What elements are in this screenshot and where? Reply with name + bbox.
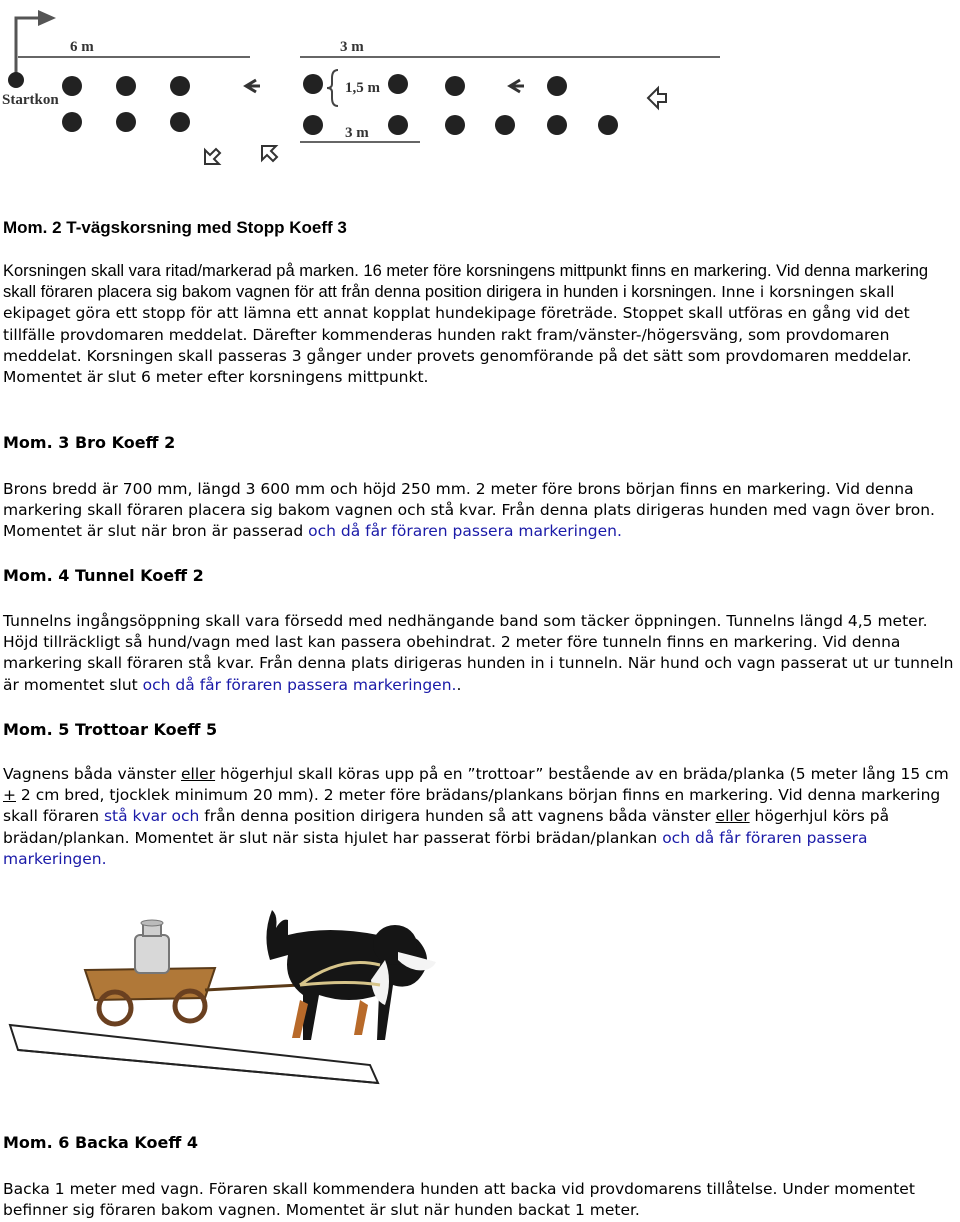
- mom5-text-e: högerhjul körs på brädan/plankan. Momentet är slut när sista hjulet har passerat förbi brädan/plankan: [3, 807, 890, 847]
- cart: [85, 968, 300, 1024]
- start-cone: [8, 72, 24, 88]
- mom4-highlight: och då får föraren passera markeringen.: [142, 675, 457, 694]
- label-3m-top: 3 m: [340, 39, 364, 55]
- mom5-highlight-1: stå kvar och: [103, 807, 200, 826]
- plank: [10, 1025, 378, 1083]
- label-1-5m: 1,5 m: [345, 80, 380, 96]
- mom2-text-1: Korsningen skall vara ritad/markerad på marken. 16 meter före korsningens mittpunkt finns en markering. Vid denna markering skall föraren placera sig bakom vagnen för att från denna position dirigera in hunden i korsningen.: [3, 262, 929, 302]
- mom5-text-c: 2 cm bred, tjocklek minimum 20 mm). 2 meter före brädans/plankans början finns en markering. Vid denna markering skall föraren: [3, 786, 941, 826]
- course-diagram: [0, 0, 720, 190]
- dog-icon: [266, 910, 436, 1040]
- mom5-eller-1: eller: [181, 765, 216, 783]
- mom2-text-2: Inne i korsningen skall ekipaget göra ett stopp för att lämna ett annat kopplat hundekipage företräde. Stoppet skall utföras en gång vid det tillfälle provdomaren meddelat. Därefter kommenderas hunden rakt fram/vänster-/högersväng, som provdomaren meddelat. Korsningen skall passeras 3 gånger under provets genomförande på det sätt som provdomaren meddelar. Momentet är slut 6 meter efter korsningens mittpunkt.: [3, 283, 912, 387]
- mom5-text-a: Vagnens båda vänster: [3, 765, 182, 783]
- label-3m-bottom: 3 m: [345, 125, 369, 141]
- label-6m: 6 m: [70, 39, 94, 55]
- mom2-heading: Mom. 2 T-vägskorsning med Stopp Koeff 3: [3, 218, 347, 237]
- mom3-heading: Mom. 3 Bro Koeff 2: [3, 433, 176, 452]
- mom5-heading: Mom. 5 Trottoar Koeff 5: [3, 720, 218, 739]
- mom4-text: Tunnelns ingångsöppning skall vara försedd med nedhängande band som täcker öppningen. Tunnelns längd 4,5 meter. Höjd tillräckligt så hund/vagn med last kan passera obehindrat. 2 meter före tunneln finns en markering. Vid denna markering skall föraren stå kvar. Från denna plats dirigeras hunden in i tunneln. När hund och vagn passerat ut ur tunneln är momentet slut: [3, 612, 954, 694]
- mom4-paragraph: [3, 611, 958, 696]
- mom3-text: Brons bredd är 700 mm, längd 3 600 mm och höjd 250 mm. 2 meter före brons början finns en markering. Vid denna markering skall föraren placera sig bakom vagnen och stå kvar. Från denna plats dirigeras hunden med vagn över bron. Momentet är slut när bron är passerad: [3, 480, 935, 541]
- mom2-paragraph: [3, 261, 958, 388]
- mom6-heading: Mom. 6 Backa Koeff 4: [3, 1133, 199, 1152]
- mom5-highlight-2: och då får föraren passera markeringen.: [3, 828, 868, 868]
- mom6-paragraph: Backa 1 meter med vagn. Föraren skall kommendera hunden att backa vid provdomarens tillåtelse. Under momentet befinner sig föraren bakom vagnen. Momentet är slut när hunden backat 1 meter.: [3, 1180, 915, 1220]
- mom5-plus-minus: +: [3, 786, 16, 805]
- mom3-paragraph: [3, 479, 958, 543]
- mom4-text-end: .: [456, 675, 462, 694]
- mom5-eller-2: eller: [715, 807, 750, 826]
- mom5-text-b: högerhjul skall köras upp på en ”trottoar” bestående av en bräda/planka (5 meter lång 15 cm: [215, 765, 949, 783]
- mom5-paragraph: [3, 764, 958, 870]
- mom3-highlight: och då får föraren passera markeringen.: [308, 522, 622, 541]
- dog-cart-illustration: [0, 890, 460, 1110]
- mom4-heading: Mom. 4 Tunnel Koeff 2: [3, 566, 204, 585]
- milk-can-icon: [135, 920, 169, 973]
- mom5-text-d: från denna position dirigera hunden så att vagnens båda vänster: [199, 807, 716, 826]
- label-startkon: Startkon: [2, 92, 59, 108]
